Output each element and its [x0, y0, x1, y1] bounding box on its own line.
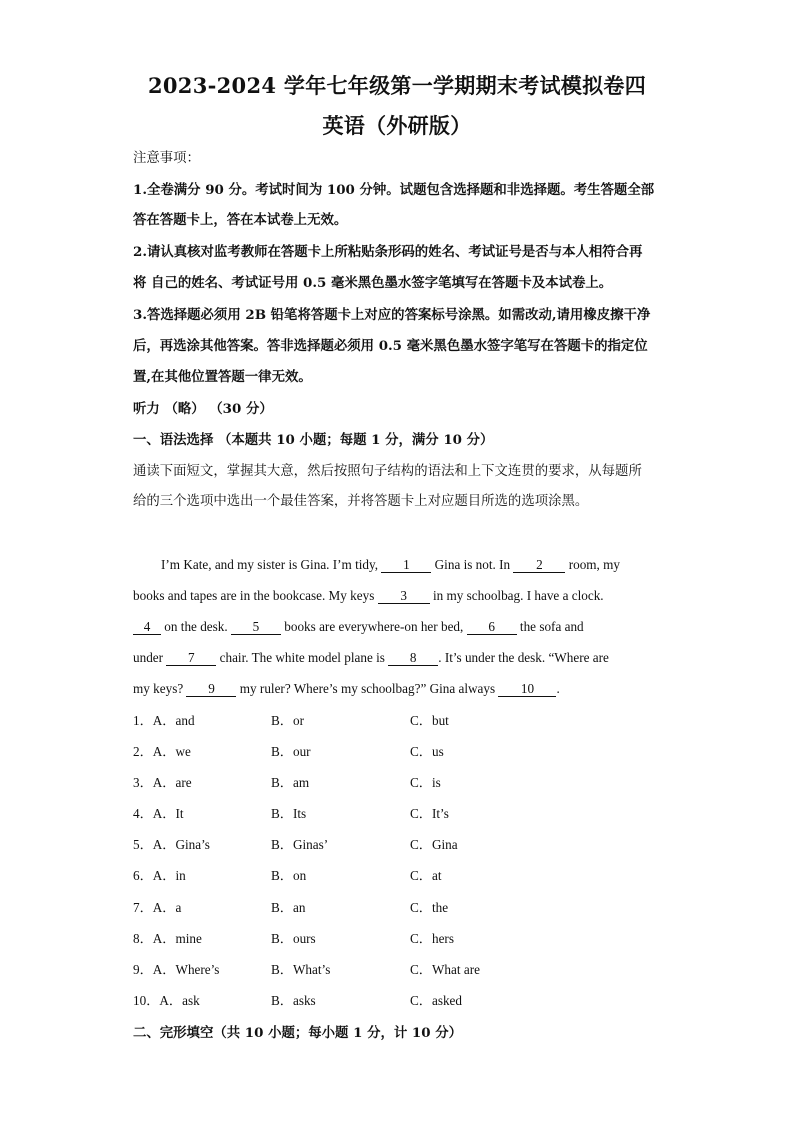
passage-line-5: my keys? 9 my ruler? Where’s my schoolbag?” Gina always 10 . — [133, 681, 560, 696]
option-2-c[interactable]: C．us — [410, 744, 444, 759]
notice-item-1-line-1: 1.全卷满分 90 分。考试时间为 100 分钟。试题包含选择题和非选择题。考生答题全部 — [133, 182, 655, 198]
question-7: 7．A．a — [133, 900, 182, 915]
option-6-b[interactable]: B．on — [271, 868, 307, 883]
notice-item-2-line-1: 2.请认真核对监考教师在答题卡上所粘贴条形码的姓名、考试证号是否与本人相符合再 — [133, 244, 643, 260]
notice-item-3-line-3: 置,在其他位置答题一律无效。 — [133, 369, 312, 385]
option-2-b[interactable]: B．our — [271, 744, 311, 759]
option-5-b[interactable]: B．Ginas’ — [271, 837, 329, 852]
option-7-b[interactable]: B．an — [271, 900, 306, 915]
blank-9[interactable]: 9 — [186, 681, 236, 697]
question-2: 2．A．we — [133, 744, 191, 759]
question-6: 6．A．in — [133, 868, 186, 883]
notice-item-2-line-2: 将 自己的姓名、考试证号用 0.5 毫米黑色墨水签字笔填写在答题卡及本试卷上。 — [133, 275, 613, 291]
question-8: 8．A．mine — [133, 931, 202, 946]
section-1-heading: 一、语法选择 （本题共 10 小题；每题 1 分，满分 10 分） — [133, 432, 494, 448]
option-1-c[interactable]: C．but — [410, 713, 449, 728]
page-title: 2023-2024 学年七年级第一学期期末考试模拟卷四 — [147, 73, 647, 98]
blank-7[interactable]: 7 — [166, 650, 216, 666]
passage-line-3: 4 on the desk. 5 books are everywhere-on her bed, 6 the sofa and — [133, 618, 584, 636]
option-5-c[interactable]: C．Gina — [410, 837, 458, 852]
blank-2[interactable]: 2 — [513, 557, 565, 573]
notice-item-1-line-2: 答在答题卡上，答在本试卷上无效。 — [133, 212, 348, 228]
option-9-c[interactable]: C．What are — [410, 962, 480, 977]
section-2-heading: 二、完形填空（共 10 小题；每小题 1 分，计 10 分） — [133, 1025, 462, 1041]
question-1: 1．A．and — [133, 713, 195, 728]
option-3-b[interactable]: B．am — [271, 775, 310, 790]
option-8-c[interactable]: C．hers — [410, 931, 454, 946]
option-10-c[interactable]: C．asked — [410, 993, 463, 1008]
notice-item-3-line-1: 3.答选择题必须用 2B 铅笔将答题卡上对应的答案标号涂黑。如需改动,请用橡皮擦干净 — [133, 307, 651, 323]
option-6-c[interactable]: C．at — [410, 868, 442, 883]
option-4-b[interactable]: B．Its — [271, 806, 307, 821]
blank-1[interactable]: 1 — [381, 557, 431, 573]
listening-label: 听力 （略） （30 分） — [133, 401, 273, 417]
notice-heading: 注意事项： — [133, 151, 200, 166]
option-7-c[interactable]: C．the — [410, 900, 449, 915]
question-9: 9．A．Where’s — [133, 962, 220, 977]
blank-3[interactable]: 3 — [378, 588, 430, 604]
blank-5[interactable]: 5 — [231, 619, 281, 635]
option-1-b[interactable]: B．or — [271, 713, 304, 728]
passage-line-1: I’m Kate, and my sister is Gina. I’m tidy, 1 Gina is not. In 2 room, my — [161, 557, 621, 572]
option-9-b[interactable]: B．What’s — [271, 962, 331, 977]
option-3-c[interactable]: C．is — [410, 775, 441, 790]
question-3: 3．A．are — [133, 775, 192, 790]
option-10-b[interactable]: B．asks — [271, 993, 316, 1008]
section-1-instruction-line-1: 通读下面短文，掌握其大意，然后按照句子结构的语法和上下文连贯的要求，从每题所 — [133, 464, 642, 479]
passage-line-4: under 7 chair. The white model plane is 8 . It’s under the desk. “Where are — [133, 650, 609, 665]
blank-8[interactable]: 8 — [388, 650, 438, 666]
blank-6[interactable]: 6 — [467, 619, 517, 635]
blank-4[interactable]: 4 — [133, 619, 161, 635]
section-1-instruction-line-2: 给的三个选项中选出一个最佳答案，并将答题卡上对应题目所选的选项涂黑。 — [133, 494, 589, 509]
page-subtitle: 英语（外研版） — [322, 113, 472, 138]
option-8-b[interactable]: B．ours — [271, 931, 316, 946]
passage-line-2: books and tapes are in the bookcase. My keys 3 in my schoolbag. I have a clock. — [133, 588, 604, 603]
option-4-c[interactable]: C．It’s — [410, 806, 449, 821]
question-5: 5．A．Gina’s — [133, 837, 210, 852]
notice-item-3-line-2: 后，再选涂其他答案。答非选择题必须用 0.5 毫米黑色墨水签字笔写在答题卡的指定位 — [133, 338, 648, 354]
blank-10[interactable]: 10 — [498, 681, 556, 697]
question-10: 10．A．ask — [133, 993, 200, 1008]
question-4: 4．A．It — [133, 806, 184, 821]
